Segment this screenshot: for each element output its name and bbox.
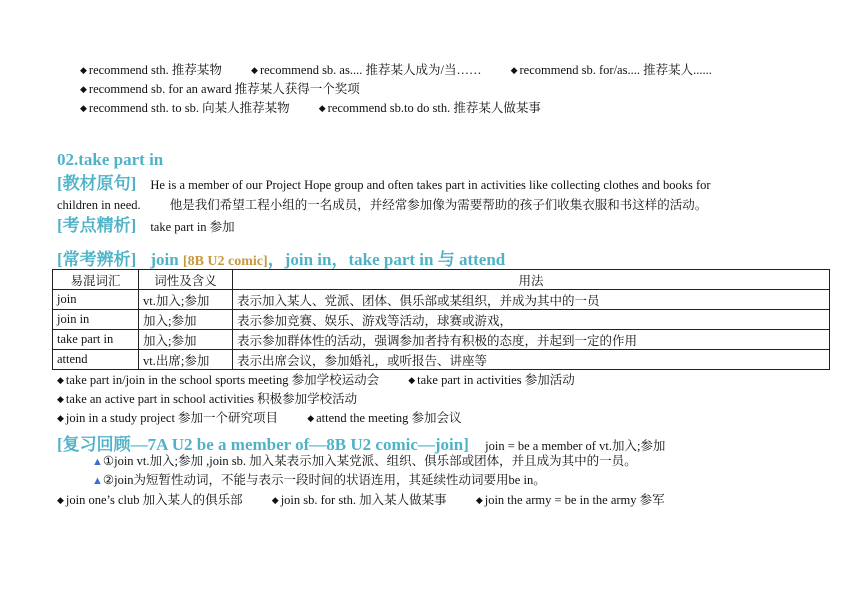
diff-join: join — [150, 250, 179, 269]
table-cell: join in — [53, 310, 139, 330]
table-cell: 表示加入某人、党派、团体、俱乐部或某组织，并成为其中的一员 — [233, 290, 830, 310]
table-cell: join — [53, 290, 139, 310]
source-label: [教材原句] — [57, 174, 137, 193]
review-item: ◆ join one’s club 加入某人的俱乐部 — [57, 493, 243, 507]
bullet-icon: ◆ — [271, 495, 279, 505]
example-item: ◆ take an active part in school activities 积极参加学校活动 — [57, 392, 358, 406]
bullet-icon: ◆ — [318, 103, 326, 113]
table-header-row — [53, 270, 830, 290]
example-line-2 — [57, 391, 383, 408]
point-label: [考点精析] — [57, 216, 137, 235]
table-row — [53, 310, 830, 330]
table-cell: 表示参加群体性的活动，强调参加者持有积极的态度，并起到一定的作用 — [233, 330, 830, 350]
source-en-cont: children in need. — [57, 198, 141, 212]
example-item: ◆ take part in/join in the school sports meeting 参加学校运动会 — [57, 373, 380, 387]
table-cell: attend — [53, 350, 139, 370]
diff-label: [常考辨析] — [57, 250, 137, 269]
table-cell: vt.出席;参加 — [139, 350, 233, 370]
review-point-1: ▲①join vt.加入;参加 ,join sb. 加入某表示加入某党派、组织、俱乐部或团体，并且成为其中的一员。 — [92, 454, 637, 468]
recommend-item: ◆ recommend sth. to sb. 向某人推荐某物 — [80, 101, 290, 115]
bullet-icon: ◆ — [251, 65, 258, 75]
table-header: 用法 — [233, 270, 830, 290]
table-row — [53, 330, 830, 350]
table-header: 易混词汇 — [53, 270, 139, 290]
bullet-icon: ◆ — [80, 65, 87, 75]
source-cn: 他是我们希望工程小组的一名成员，并经常参加像为需要帮助的孩子们收集衣服和书这样的活动。 — [169, 198, 708, 212]
source-sentence-cont — [57, 197, 707, 213]
recommend-line-2 — [80, 81, 386, 98]
example-item: ◆ join in a study project 参加一个研究项目 — [57, 411, 279, 425]
triangle-icon: ▲ — [92, 456, 103, 468]
triangle-icon: ▲ — [92, 475, 103, 487]
table-cell: 表示出席会议，参加婚礼，或听报告、讲座等 — [233, 350, 830, 370]
example-line-1 — [57, 372, 601, 389]
bullet-icon: ◆ — [408, 375, 416, 385]
diff-ref: [8B U2 comic] — [182, 254, 268, 269]
table-cell: take part in — [53, 330, 139, 350]
bullet-icon: ◆ — [57, 413, 64, 423]
review-point-2: ▲②join为短暂性动词，不能与表示一段时间的状语连用，其延续性动词要用be in。 — [92, 473, 546, 487]
table-cell: vt.加入;参加 — [139, 290, 233, 310]
recommend-item: ◆ recommend sb. as.... 推荐某人成为/当…… — [251, 63, 482, 77]
review-heading — [57, 430, 665, 455]
point-text: take part in 参加 — [150, 220, 235, 234]
recommend-line-1 — [80, 62, 738, 79]
bullet-icon: ◆ — [80, 84, 87, 94]
bullet-icon: ◆ — [57, 495, 64, 505]
table-cell: 加入;参加 — [139, 330, 233, 350]
bullet-icon: ◆ — [307, 413, 315, 423]
table-row — [53, 290, 830, 310]
source-sentence — [57, 176, 711, 193]
review-item: ◆ join sb. for sth. 加入某人做某事 — [271, 493, 447, 507]
bullet-icon: ◆ — [57, 375, 64, 385]
recommend-item: ◆ recommend sb. for an award 推荐某人获得一个奖项 — [80, 82, 360, 96]
bullet-icon: ◆ — [80, 103, 87, 113]
example-line-3 — [57, 410, 488, 427]
point-line — [57, 218, 235, 235]
review-last-line — [57, 492, 691, 509]
example-item: ◆ attend the meeting 参加会议 — [307, 411, 462, 425]
review-text: join = be a member of vt.加入;参加 — [485, 439, 666, 453]
diff-rest: ，join in，take part in 与 attend — [267, 250, 506, 269]
recommend-item: ◆ recommend sb. for/as.... 推荐某人...... — [510, 63, 712, 77]
recommend-line-3 — [80, 100, 567, 117]
review-item: ◆ join the army = be in the army 参军 — [475, 493, 665, 507]
bullet-icon: ◆ — [57, 394, 64, 404]
bullet-icon: ◆ — [475, 495, 483, 505]
diff-heading — [57, 245, 505, 270]
table-header: 词性及含义 — [139, 270, 233, 290]
example-item: ◆ take part in activities 参加活动 — [408, 373, 575, 387]
bullet-icon: ◆ — [510, 65, 518, 75]
table-row — [53, 350, 830, 370]
recommend-item: ◆ recommend sb.to do sth. 推荐某人做某事 — [318, 101, 541, 115]
comparison-table — [52, 269, 830, 370]
source-en: He is a member of our Project Hope group and often takes part in activities like collecting clothes and books for — [150, 178, 711, 192]
table-cell: 加入;参加 — [139, 310, 233, 330]
table-cell: 表示参加竞赛、娱乐、游戏等活动，球赛或游戏， — [233, 310, 830, 330]
review-label: [复习回顾—7A U2 be a member of—8B U2 comic—join] — [57, 435, 469, 454]
section-title: 02.take part in — [57, 150, 164, 169]
recommend-item: ◆ recommend sth. 推荐某物 — [80, 63, 222, 77]
